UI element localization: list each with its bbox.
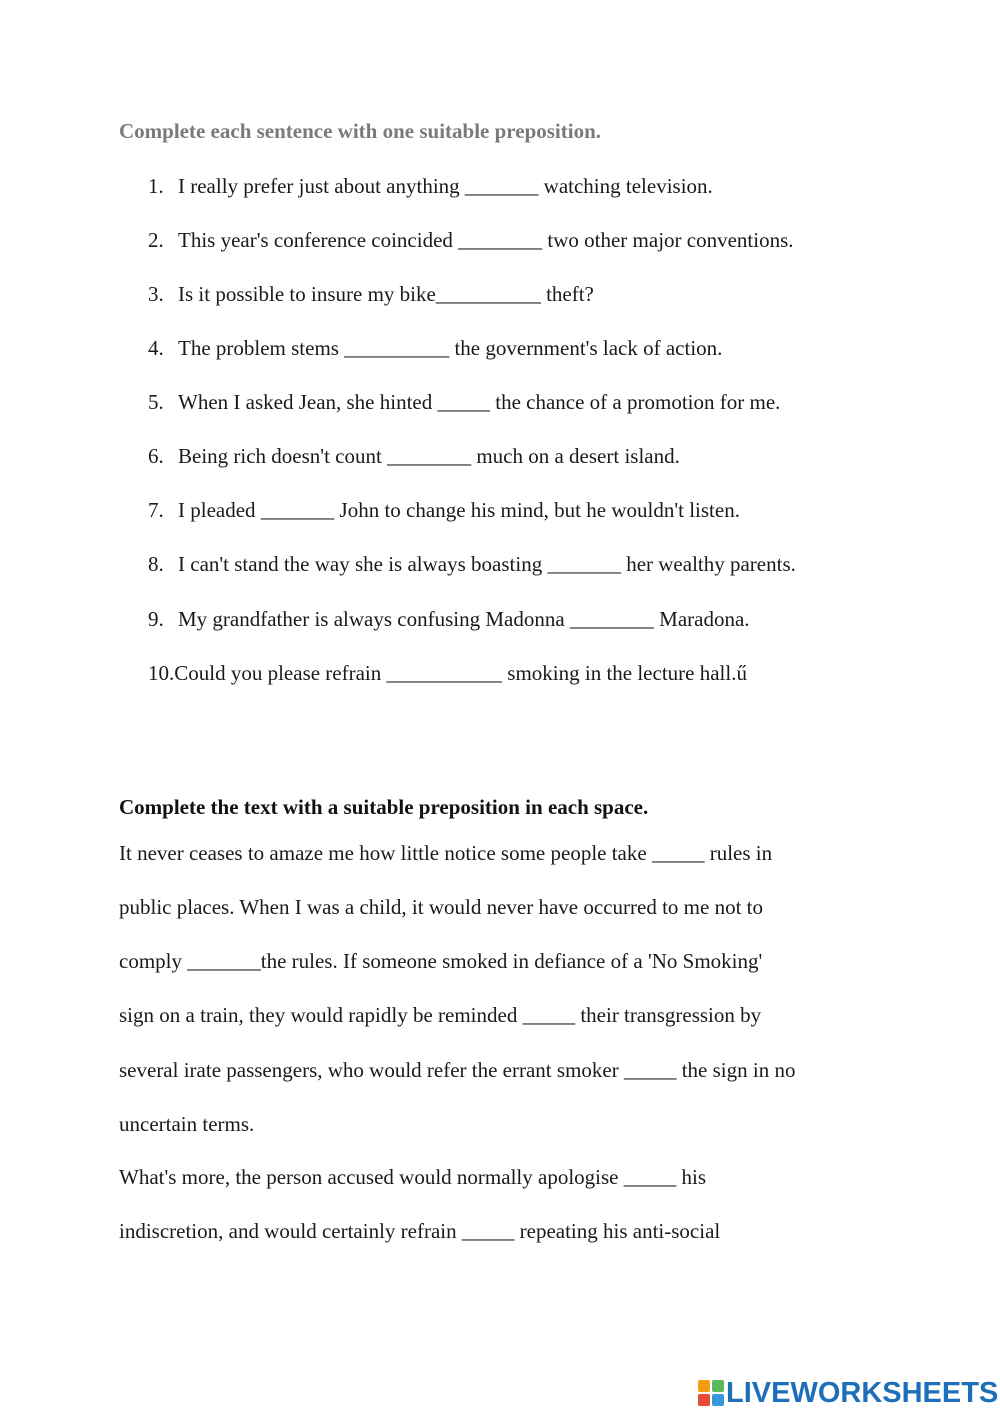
item-text: Is it possible to insure my bike__________ theft? (178, 282, 594, 306)
paragraph-line: comply _______the rules. If someone smoked in defiance of a 'No Smoking' (119, 949, 763, 973)
item-text: Could you please refrain ___________ smoking in the lecture hall.ű (174, 661, 747, 685)
item-text: This year's conference coincided ________ two other major conventions. (178, 228, 794, 252)
paragraph-line: uncertain terms. (119, 1112, 255, 1136)
paragraph-line: several irate passengers, who would refer the errant smoker _____ the sign in no (119, 1058, 796, 1082)
logo-square (712, 1394, 724, 1406)
item-number: 10. (148, 661, 175, 685)
list-item (148, 496, 740, 524)
list-item (148, 550, 796, 578)
list-item (148, 226, 794, 254)
item-text: I can't stand the way she is always boasting _______ her wealthy parents. (178, 552, 796, 576)
paragraph-line: It never ceases to amaze me how little notice some people take _____ rules in (119, 841, 773, 865)
list-item (148, 388, 780, 416)
item-number: 3. (148, 282, 164, 306)
list-item (148, 442, 680, 470)
item-text: The problem stems __________ the government's lack of action. (178, 336, 723, 360)
list-item (148, 605, 750, 633)
item-text: My grandfather is always confusing Madonna ________ Maradona. (178, 607, 750, 631)
liveworksheets-logo-icon (698, 1380, 724, 1406)
item-number: 9. (148, 607, 164, 631)
paragraph-line: indiscretion, and would certainly refrain _____ repeating his anti-social (119, 1219, 721, 1243)
logo-text: LIVEWORKSHEETS (726, 1376, 999, 1409)
item-number: 1. (148, 174, 164, 198)
section2-title: Complete the text with a suitable preposition in each space. (119, 795, 649, 819)
liveworksheets-logo (698, 1378, 998, 1408)
list-item (148, 172, 713, 200)
item-number: 6. (148, 444, 164, 468)
logo-square (698, 1394, 710, 1406)
item-number: 2. (148, 228, 164, 252)
list-item (148, 280, 594, 308)
item-text: When I asked Jean, she hinted _____ the chance of a promotion for me. (178, 390, 781, 414)
item-text: I pleaded _______ John to change his mind, but he wouldn't listen. (178, 498, 740, 522)
section1-title: Complete each sentence with one suitable preposition. (119, 119, 602, 143)
list-item (148, 334, 722, 362)
paragraph-line: sign on a train, they would rapidly be reminded _____ their transgression by (119, 1003, 762, 1027)
logo-square (712, 1380, 724, 1392)
paragraph-line: What's more, the person accused would normally apologise _____ his (119, 1165, 706, 1189)
item-number: 8. (148, 552, 164, 576)
item-text: I really prefer just about anything _______ watching television. (178, 174, 713, 198)
item-number: 7. (148, 498, 164, 522)
list-item (148, 659, 747, 687)
item-number: 4. (148, 336, 164, 360)
paragraph-line: public places. When I was a child, it would never have occurred to me not to (119, 895, 763, 919)
item-number: 5. (148, 390, 164, 414)
item-text: Being rich doesn't count ________ much on a desert island. (178, 444, 680, 468)
logo-square (698, 1380, 710, 1392)
